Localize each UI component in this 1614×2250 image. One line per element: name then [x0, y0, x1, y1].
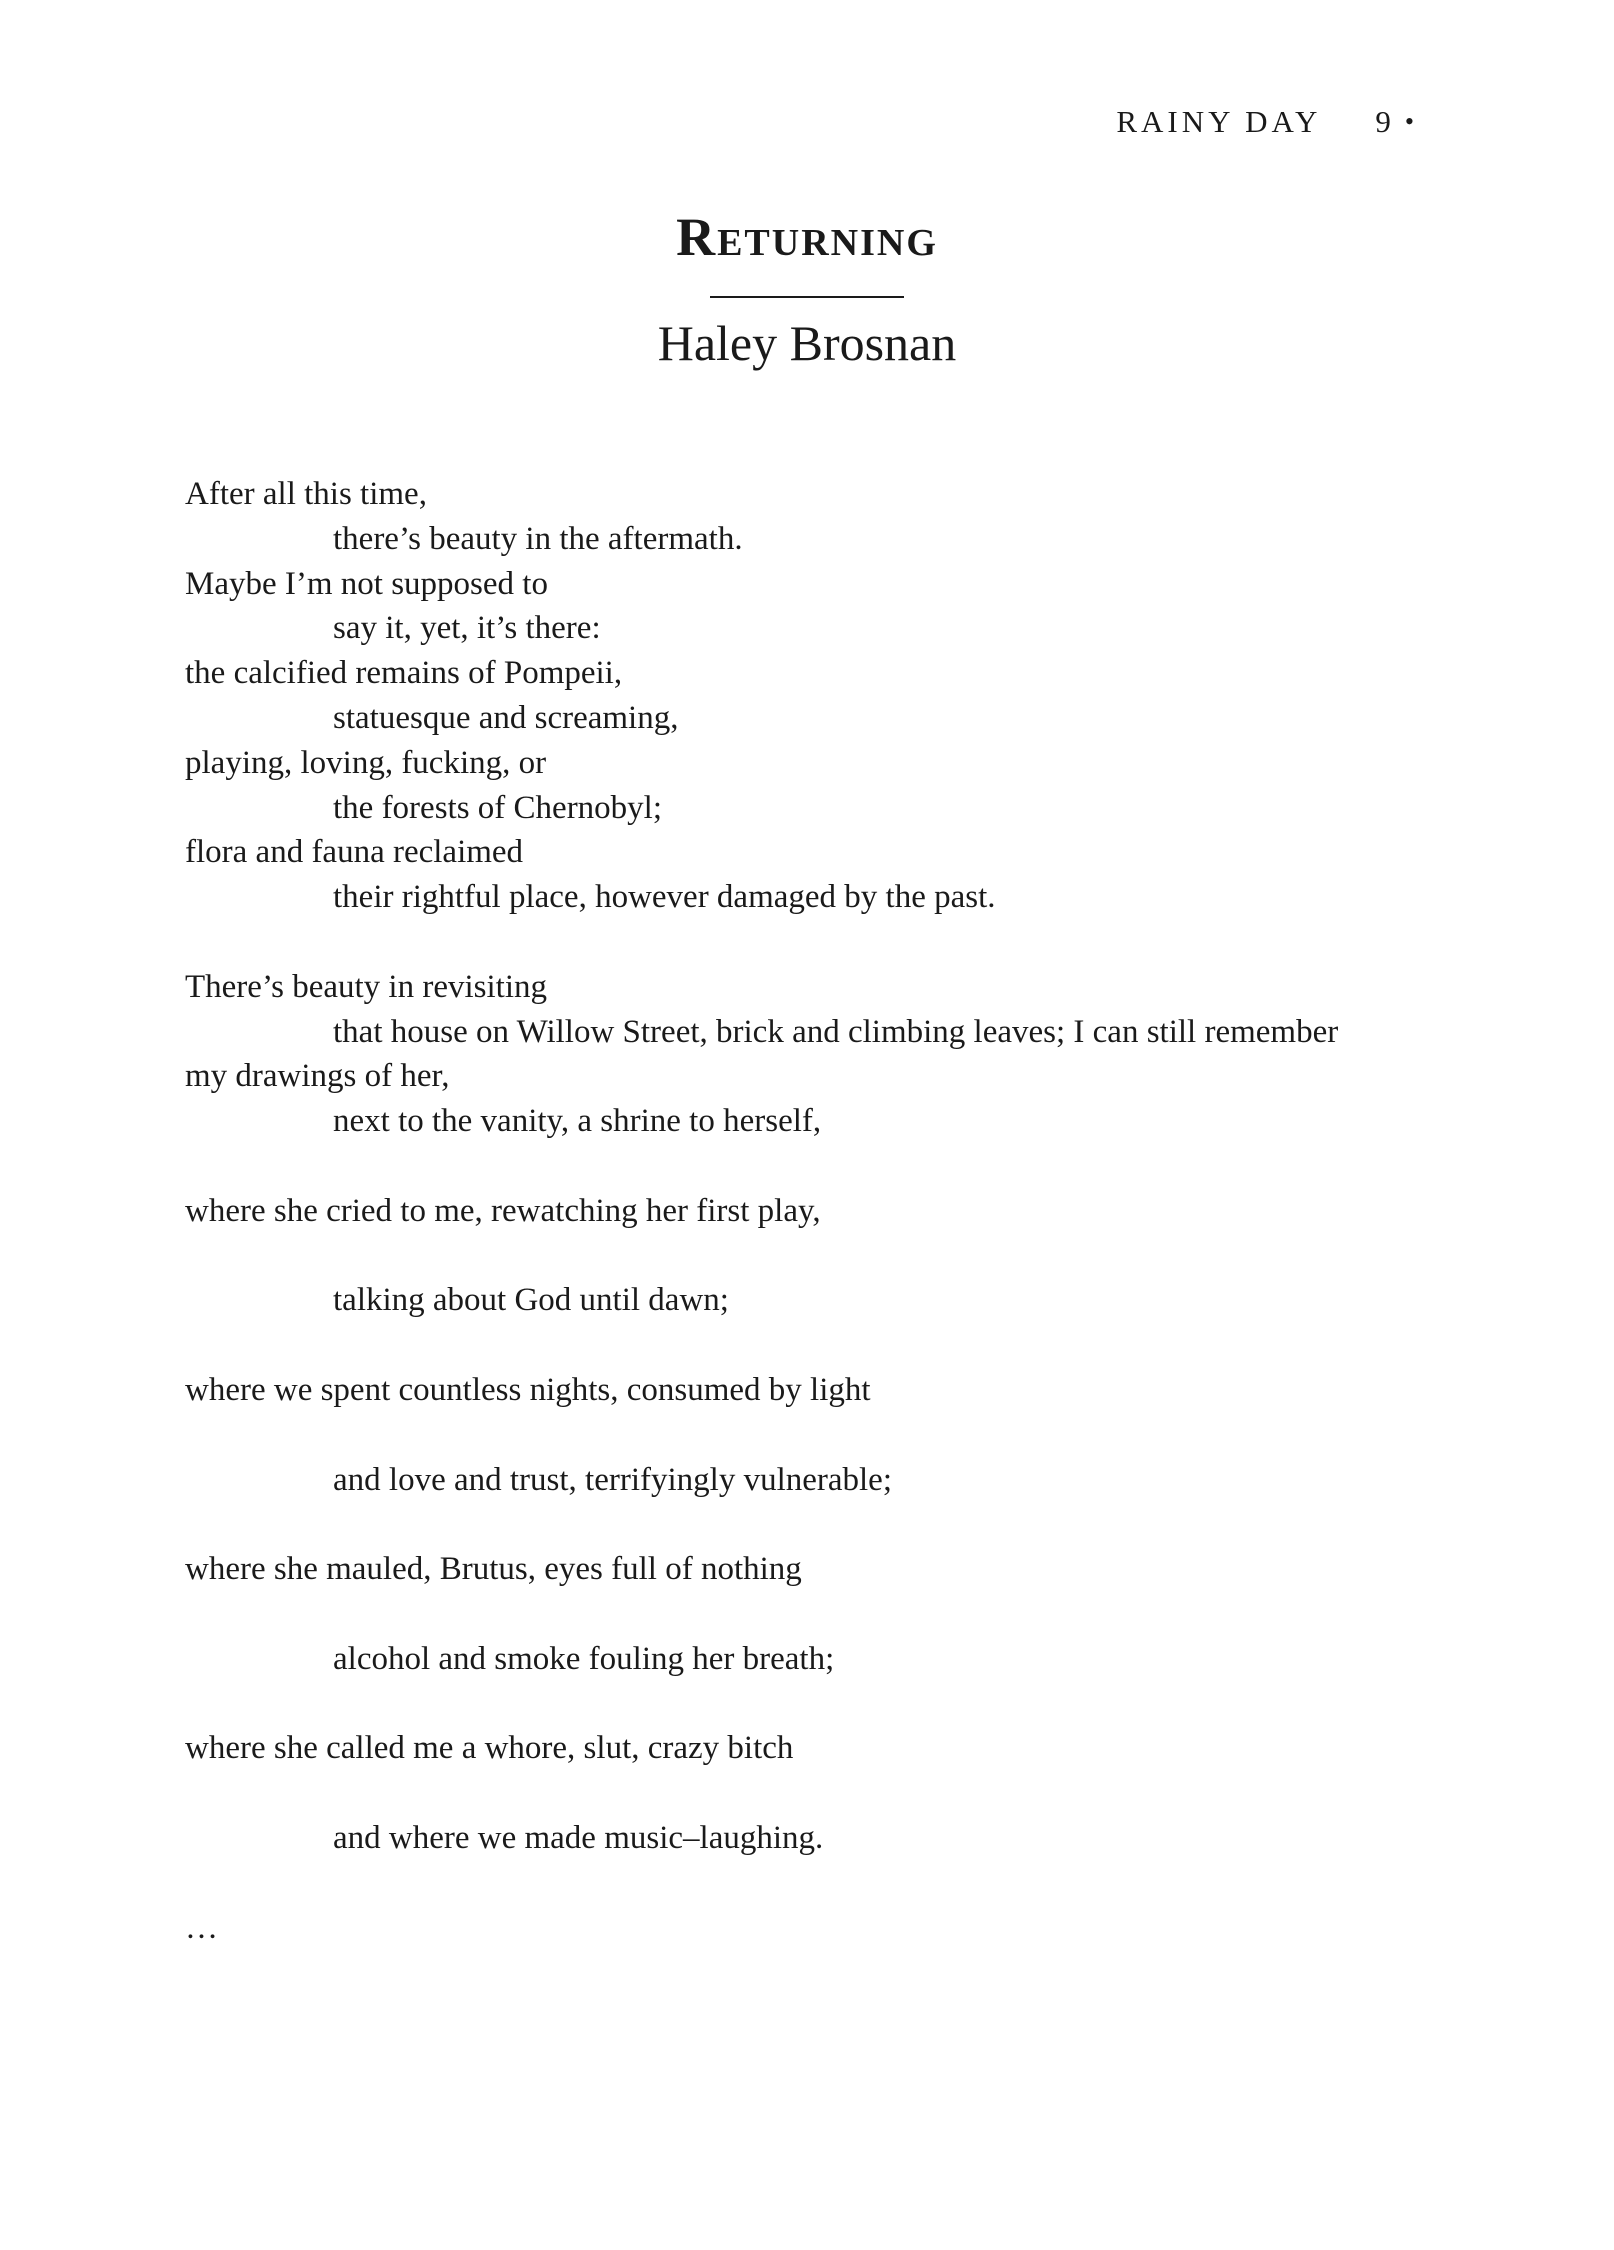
poem-line: my drawings of her,: [185, 1058, 450, 1095]
poem-body: [185, 472, 1445, 1950]
poem-line: and love and trust, terrifyingly vulnerable;: [333, 1461, 893, 1498]
poem-line: After all this time,: [185, 476, 427, 512]
bullet-icon: •: [1404, 107, 1418, 136]
running-head-section: RAINY DAY: [1116, 104, 1322, 139]
poem-line: their rightful place, however damaged by the past.: [333, 879, 996, 916]
poem-line: the calcified remains of Pompeii,: [185, 655, 623, 692]
poem-line: where she mauled, Brutus, eyes full of nothing: [185, 1551, 802, 1588]
poem-title: Returning: [676, 207, 938, 267]
poem-line: where we spent countless nights, consumed by light: [185, 1371, 871, 1408]
poem-line: where she called me a whore, slut, crazy bitch: [185, 1730, 794, 1767]
poem-line: playing, loving, fucking, or: [185, 744, 547, 781]
poem-line: there’s beauty in the aftermath.: [333, 520, 743, 557]
line-break: [185, 1771, 1445, 1816]
line-break: [185, 1682, 1445, 1727]
title-divider: [710, 296, 904, 298]
poem-line: statuesque and screaming,: [333, 699, 679, 736]
stanza-break: [185, 920, 1445, 965]
poem-line: Maybe I’m not supposed to: [185, 565, 548, 602]
author-name: Haley Brosnan: [657, 315, 957, 371]
poem-line: There’s beauty in revisiting: [185, 968, 547, 1005]
poem-line: flora and fauna reclaimed: [185, 834, 524, 871]
page-number: 9: [1375, 104, 1391, 139]
poem-line: where she cried to me, rewatching her first play,: [185, 1192, 821, 1229]
title-block: [0, 207, 1614, 371]
running-head: [1116, 104, 1418, 140]
line-break: [185, 1234, 1445, 1279]
line-break: [185, 1413, 1445, 1458]
poem-line: say it, yet, it’s there:: [333, 610, 601, 647]
poem-ellipsis: …: [185, 1909, 218, 1946]
poem-line: that house on Willow Street, brick and climbing leaves; I can still remember: [333, 1013, 1339, 1050]
line-break: [185, 1144, 1445, 1189]
poem-line: and where we made music–laughing.: [333, 1819, 824, 1856]
line-break: [185, 1861, 1445, 1906]
line-break: [185, 1592, 1445, 1637]
line-break: [185, 1502, 1445, 1547]
poem-line: the forests of Chernobyl;: [333, 789, 663, 826]
line-break: [185, 1323, 1445, 1368]
poem-line: alcohol and smoke fouling her breath;: [333, 1640, 835, 1677]
poem-line: next to the vanity, a shrine to herself,: [333, 1103, 822, 1140]
poem-line: talking about God until dawn;: [333, 1282, 729, 1319]
